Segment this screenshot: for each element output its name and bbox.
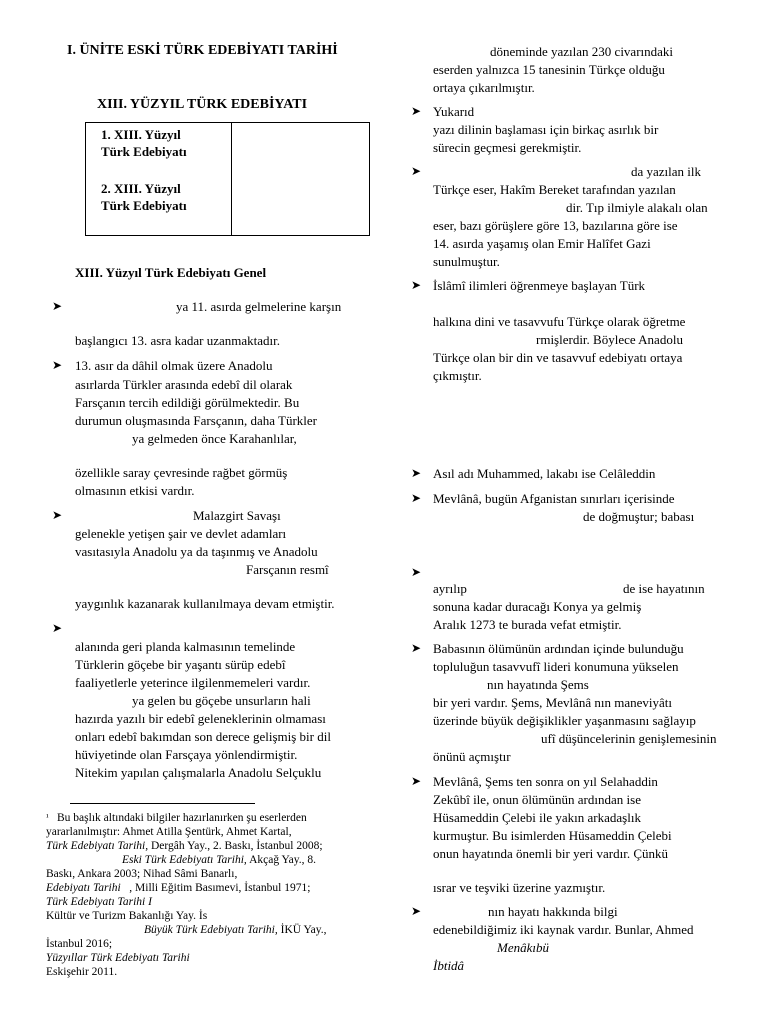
bullet-arrow-icon: ➤	[411, 466, 422, 480]
unit-title: I. ÜNİTE ESKİ TÜRK EDEBİYATI TARİHİ	[67, 43, 338, 58]
right-p3-line: İslâmî ilimleri öğrenmeye başlayan Türk	[433, 278, 646, 293]
left-p3-line: Malazgirt Savaşı	[193, 508, 281, 523]
right-p7-line: ufî düşüncelerinin genişlemesinin	[541, 731, 717, 746]
right-p1-line: Yukarıd	[433, 104, 475, 119]
outline-item-1-line-2: Türk Edebiyatı	[101, 144, 187, 159]
footnote-book-title: Büyük Türk Edebiyatı Tarihi,	[144, 924, 278, 936]
left-p2-line: ya gelmeden önce Karahanlılar,	[132, 431, 297, 446]
footnote-text: İKÜ Yay.,	[280, 924, 327, 936]
left-p3-line: vasıtasıyla Anadolu ya da taşınmış ve Anadolu	[75, 544, 318, 559]
left-p3-line: Farsçanın resmî	[246, 562, 329, 577]
footnote-book-title: Türk Edebiyatı Tarihi,	[46, 840, 149, 852]
left-p2-line: 13. asır da dâhil olmak üzere Anadolu	[75, 358, 273, 373]
bullet-arrow-icon: ➤	[411, 491, 422, 505]
right-p0-line: eserden yalnızca 15 tanesinin Türkçe olduğu	[433, 62, 665, 77]
right-p0-line: döneminde yazılan 230 civarındaki	[490, 44, 674, 59]
left-p3-line: gelenekle yetişen şair ve devlet adamları	[75, 526, 287, 541]
right-p8-line: kurmuştur. Bu isimlerden Hüsameddin Çelebi	[433, 828, 672, 843]
right-p7-line: nın hayatında Şems	[487, 677, 589, 692]
right-p1-line: yazı dilinin başlaması için birkaç asırlık bir	[433, 122, 659, 137]
left-p2-line: durumun oluşmasında Farsçanın, daha Türkler	[75, 413, 318, 428]
right-p5-line: de doğmuştur; babası	[583, 509, 695, 524]
left-p4-line: hüviyetinde olan Farsçaya yönlendirmiştir.	[75, 747, 298, 762]
left-p4-line: onları edebî bakımdan son derece gelişmiş bir dil	[75, 729, 331, 744]
right-p2-line: 14. asırda yaşamış olan Emir Halîfet Gazi	[433, 236, 651, 251]
footnote-text: Dergâh Yay., 2. Baskı, İstanbul 2008;	[151, 840, 323, 852]
right-p0-line: ortaya çıkarılmıştır.	[433, 80, 535, 95]
right-p7-line: Babasının ölümünün ardından içinde bulunduğu	[433, 641, 684, 656]
right-p2-line: dir. Tıp ilmiyle alakalı olan	[566, 200, 708, 215]
bullet-arrow-icon: ➤	[52, 358, 63, 372]
footnote-line: Kültür ve Turizm Bakanlığı Yay. İs	[46, 910, 208, 922]
right-p2-line: eser, bazı görüşlere göre 13, bazılarına göre ise	[433, 218, 678, 233]
left-p4-line: Türklerin göçebe bir yaşantı sürüp edebî	[75, 657, 286, 672]
left-p2-line: Farsçanın tercih edildiği görülmektedir. Bu	[75, 395, 300, 410]
footnote-line: Bu başlık altındaki bilgiler hazırlanırken şu eserlerden	[57, 812, 307, 824]
bullet-arrow-icon: ➤	[52, 621, 63, 635]
left-p4-line: hazırda yazılı bir edebî geleneklerinin olmaması	[75, 711, 326, 726]
bullet-arrow-icon: ➤	[411, 278, 422, 292]
right-p2-line: sunulmuştur.	[433, 254, 500, 269]
outline-table-divider	[231, 123, 232, 235]
bullet-arrow-icon: ➤	[411, 641, 422, 655]
right-p5-line: Mevlânâ, bugün Afganistan sınırları içerisinde	[433, 491, 675, 506]
left-p4-line: Nitekim yapılan çalışmalarla Anadolu Selçuklu	[75, 765, 322, 780]
right-p2-line: da yazılan ilk	[631, 164, 702, 179]
right-p8-line: Hüsameddin Çelebi ile yakın arkadaşlık	[433, 810, 641, 825]
footnote-line: Yüzyıllar Türk Edebiyatı Tarihi	[46, 952, 190, 964]
footnote-line: Türk Edebiyatı Tarihi I	[46, 896, 152, 908]
right-p7-line: önünü açmıştır	[433, 749, 511, 764]
bullet-arrow-icon: ➤	[52, 299, 63, 313]
bullet-arrow-icon: ➤	[411, 164, 422, 178]
bullet-arrow-icon: ➤	[411, 904, 422, 918]
footnote-book-title: Edebiyatı Tarihi	[46, 882, 121, 894]
footnote-book-title: Eski Türk Edebiyatı Tarihi,	[122, 854, 247, 866]
right-p2-line: Türkçe eser, Hakîm Bereket tarafından yazılan	[433, 182, 676, 197]
right-p1-line: sürecin geçmesi gerekmiştir.	[433, 140, 582, 155]
right-p8-line: ısrar ve teşviki üzerine yazmıştır.	[433, 880, 606, 895]
left-p4-line: faaliyetlerle yeterince ilgilenmemeleri vardır.	[75, 675, 311, 690]
left-p2-line: olmasının etkisi vardır.	[75, 483, 195, 498]
left-p2-line: özellikle saray çevresinde rağbet görmüş	[75, 465, 288, 480]
footnote-separator	[70, 803, 255, 804]
right-p3-line: Türkçe olan bir din ve tasavvuf edebiyatı ortaya	[433, 350, 683, 365]
footnote-line	[122, 855, 316, 867]
footnote-line: İstanbul 2016;	[46, 938, 113, 950]
footnote-line	[144, 925, 327, 937]
footnote-text: , Milli Eğitim Basımevi, İstanbul 1971;	[129, 882, 311, 894]
footnote-line: yararlanılmıştır: Ahmet Atilla Şentürk, Ahmet Kartal,	[46, 826, 292, 838]
right-p7-line: üzerinde büyük değişiklikler yaşanmasını sağlayıp	[433, 713, 696, 728]
footnote-marker: ¹	[46, 812, 49, 822]
outline-item-2-line-1: 2. XIII. Yüzyıl	[101, 181, 181, 196]
left-p1-line: başlangıcı 13. asra kadar uzanmaktadır.	[75, 333, 281, 348]
footnote-line	[46, 883, 310, 895]
left-p1-line: ya 11. asırda gelmelerine karşın	[176, 299, 342, 314]
left-p4-line: alanında geri planda kalmasının temelinde	[75, 639, 296, 654]
right-p9-line: Menâkıbü	[497, 940, 549, 955]
footnote-line: Eskişehir 2011.	[46, 966, 118, 978]
footnote-line: Baskı, Ankara 2003; Nihad Sâmi Banarlı,	[46, 868, 238, 880]
footnote-line	[46, 841, 323, 853]
bullet-arrow-icon: ➤	[52, 508, 63, 522]
right-p7-line: bir yeri vardır. Şems, Mevlânâ nın maneviyâtı	[433, 695, 672, 710]
footnote-text: Akçağ Yay., 8.	[249, 854, 317, 866]
right-p6-line: sonuna kadar duracağı Konya ya gelmiş	[433, 599, 642, 614]
right-p8-line: Zekûbî ile, onun ölümünün ardından ise	[433, 792, 641, 807]
left-p4-line: ya gelen bu göçebe unsurların hali	[132, 693, 311, 708]
right-p3-line: rmişlerdir. Böylece Anadolu	[536, 332, 683, 347]
outline-item-2-line-2: Türk Edebiyatı	[101, 198, 187, 213]
right-p8-line: Mevlânâ, Şems ten sonra on yıl Selahaddin	[433, 774, 658, 789]
right-p8-line: onun hayatında önemli bir yeri vardır. Çünkü	[433, 846, 669, 861]
right-p6-line: Aralık 1273 te burada vefat etmiştir.	[433, 617, 622, 632]
right-p6-line: ayrılıp	[433, 581, 467, 596]
bullet-arrow-icon: ➤	[411, 565, 422, 579]
right-p9-line: İbtidâ	[433, 958, 465, 973]
right-p9-line: nın hayatı hakkında bilgi	[488, 904, 618, 919]
left-p2-line: asırlarda Türkler arasında edebî dil olarak	[75, 377, 293, 392]
bullet-arrow-icon: ➤	[411, 774, 422, 788]
right-p3-line: çıkmıştır.	[433, 368, 482, 383]
section-title: XIII. YÜZYIL TÜRK EDEBİYATI	[97, 97, 308, 112]
right-p6-line: de ise hayatının	[623, 581, 705, 596]
general-heading: XIII. Yüzyıl Türk Edebiyatı Genel	[75, 265, 267, 280]
right-p3-line: halkına dini ve tasavvufu Türkçe olarak öğretme	[433, 314, 686, 329]
outline-item-1-line-1: 1. XIII. Yüzyıl	[101, 127, 181, 142]
right-p7-line: topluluğun tasavvufî lideri konumuna yükselen	[433, 659, 679, 674]
right-p9-line: edenebildiğimiz iki kaynak vardır. Bunlar, Ahmed	[433, 922, 694, 937]
bullet-arrow-icon: ➤	[411, 104, 422, 118]
left-p3-line: yaygınlık kazanarak kullanılmaya devam etmiştir.	[75, 596, 335, 611]
right-p4-line: Asıl adı Muhammed, lakabı ise Celâleddin	[433, 466, 656, 481]
